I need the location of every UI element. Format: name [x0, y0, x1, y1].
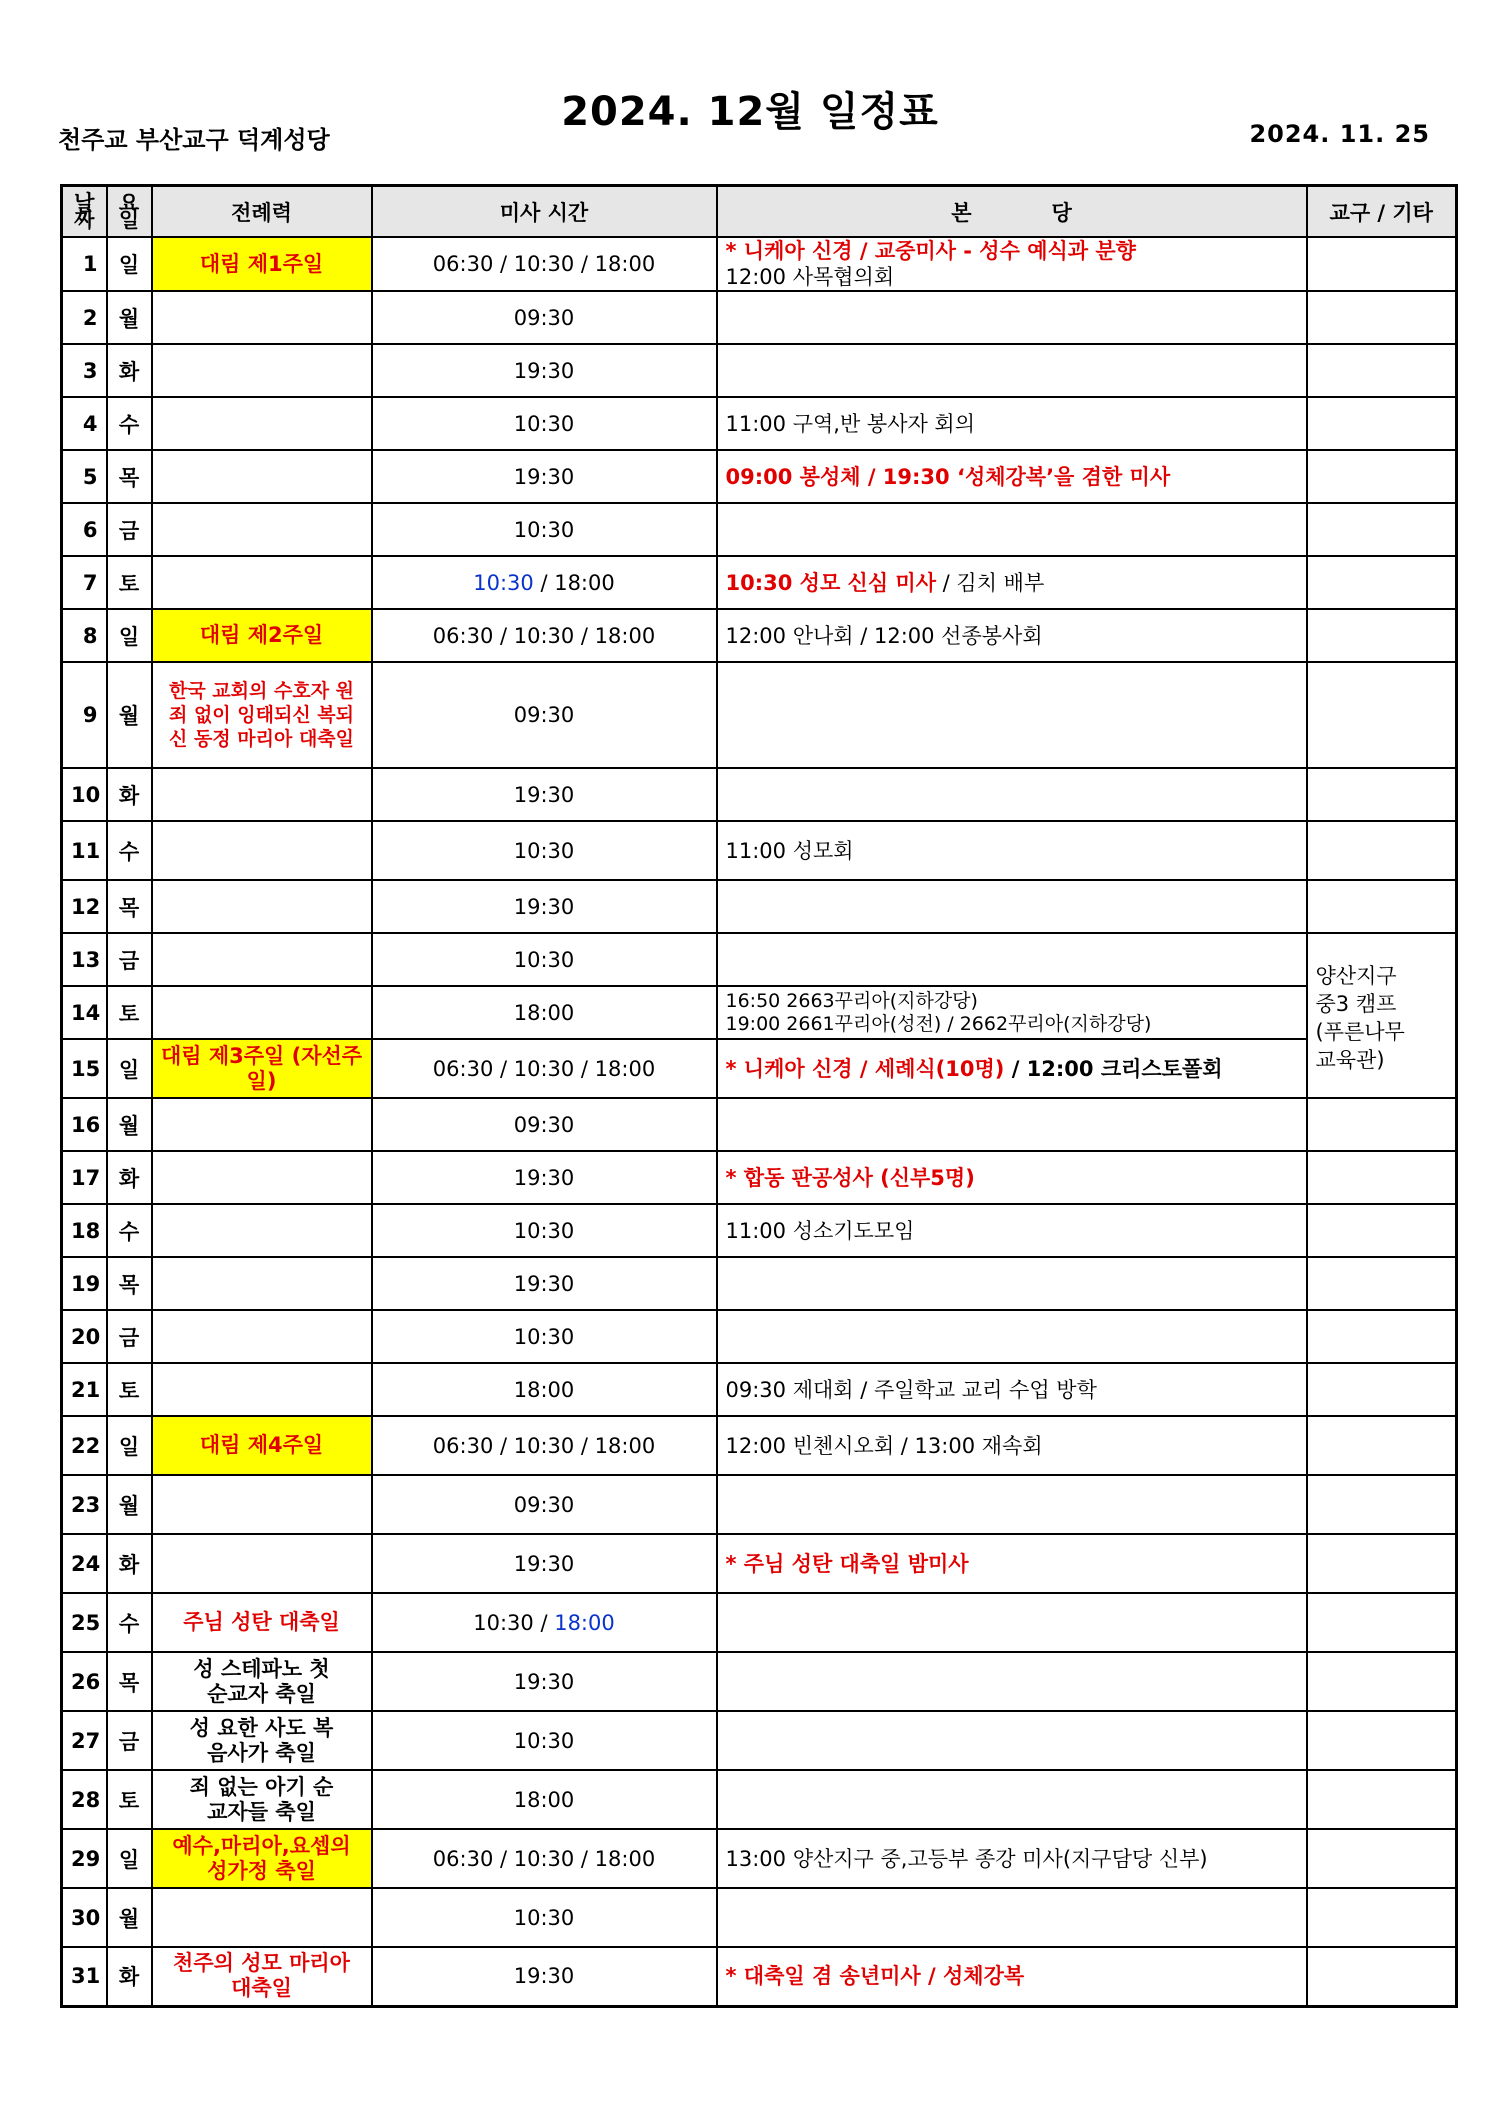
col-date: 날짜 — [62, 186, 107, 238]
date-cell: 12 — [62, 880, 107, 933]
date-cell: 8 — [62, 609, 107, 662]
liturgy-cell — [152, 1363, 372, 1416]
liturgy-cell — [152, 397, 372, 450]
main-cell — [717, 1593, 1307, 1652]
main-cell — [717, 609, 1307, 662]
main-cell — [717, 821, 1307, 880]
other-cell — [1307, 1363, 1457, 1416]
other-cell — [1307, 1829, 1457, 1888]
weekday-cell: 월 — [107, 1475, 152, 1534]
weekday-cell: 일 — [107, 1039, 152, 1098]
main-cell — [717, 503, 1307, 556]
date-cell: 19 — [62, 1257, 107, 1310]
date-cell: 16 — [62, 1098, 107, 1151]
weekday-cell: 토 — [107, 1770, 152, 1829]
mass-time-cell: 06:30 / 10:30 / 18:00 — [372, 1829, 717, 1888]
table-row — [62, 1310, 1457, 1363]
table-row — [62, 1534, 1457, 1593]
other-cell — [1307, 1534, 1457, 1593]
weekday-cell: 금 — [107, 503, 152, 556]
other-cell — [1307, 1652, 1457, 1711]
main-line: 12:00 빈첸시오회 / 13:00 재속회 — [725, 1433, 1043, 1458]
mass-time-rest: 10:30 / — [473, 1610, 555, 1635]
main-line: 19:00 2661꾸리아(성전) / 2662꾸리아(지하강당) — [725, 1012, 1152, 1035]
mass-time-cell: 18:00 — [372, 1770, 717, 1829]
other-cell — [1307, 344, 1457, 397]
liturgy-cell — [152, 1888, 372, 1947]
table-row — [62, 1475, 1457, 1534]
weekday-cell: 화 — [107, 1534, 152, 1593]
table-row — [62, 768, 1457, 821]
liturgy-cell — [152, 880, 372, 933]
date-cell: 28 — [62, 1770, 107, 1829]
main-cell — [717, 768, 1307, 821]
main-line: 11:00 성모회 — [725, 838, 854, 863]
mass-time-cell: 10:30 — [372, 1888, 717, 1947]
liturgy-cell — [152, 1098, 372, 1151]
date-cell: 9 — [62, 662, 107, 768]
table-row — [62, 1151, 1457, 1204]
date-cell: 31 — [62, 1947, 107, 2006]
main-cell — [717, 1534, 1307, 1593]
main-line: 11:00 구역,반 봉사자 회의 — [725, 411, 976, 436]
main-line: 12:00 안나회 / 12:00 선종봉사회 — [725, 623, 1043, 648]
col-main-prefix: 본 — [951, 200, 972, 225]
liturgy-cell — [152, 986, 372, 1039]
mass-time-cell: 19:30 — [372, 1151, 717, 1204]
table-row — [62, 291, 1457, 344]
other-cell — [1307, 1947, 1457, 2006]
main-cell — [717, 1098, 1307, 1151]
date-cell: 27 — [62, 1711, 107, 1770]
main-cell — [717, 1204, 1307, 1257]
weekday-cell: 월 — [107, 1098, 152, 1151]
weekday-cell: 금 — [107, 933, 152, 986]
weekday-cell: 일 — [107, 1829, 152, 1888]
col-main — [717, 186, 1307, 238]
table-row — [62, 1039, 1457, 1098]
main-cell — [717, 1652, 1307, 1711]
date-cell: 7 — [62, 556, 107, 609]
date-cell: 1 — [62, 237, 107, 291]
main-cell — [717, 880, 1307, 933]
table-row — [62, 556, 1457, 609]
date-cell: 20 — [62, 1310, 107, 1363]
other-cell — [1307, 880, 1457, 933]
date-cell: 23 — [62, 1475, 107, 1534]
other-cell — [1307, 450, 1457, 503]
main-cell — [717, 1711, 1307, 1770]
weekday-cell: 일 — [107, 237, 152, 291]
issue-date: 2024. 11. 25 — [1249, 120, 1430, 148]
main-cell — [717, 1151, 1307, 1204]
mass-time-cell: 10:30 — [372, 821, 717, 880]
other-note-line: (푸른나무 — [1315, 1020, 1405, 1044]
weekday-cell: 수 — [107, 1204, 152, 1257]
table-row — [62, 1770, 1457, 1829]
weekday-cell: 화 — [107, 768, 152, 821]
other-cell — [1307, 1151, 1457, 1204]
main-line: * 합동 판공성사 (신부5명) — [725, 1165, 975, 1190]
other-cell — [1307, 1711, 1457, 1770]
mass-time-cell: 10:30 — [372, 933, 717, 986]
liturgy-cell: 대림 제1주일 — [152, 237, 372, 291]
date-cell: 26 — [62, 1652, 107, 1711]
liturgy-cell: 대림 제4주일 — [152, 1416, 372, 1475]
main-line: 11:00 성소기도모임 — [725, 1218, 915, 1243]
date-cell: 21 — [62, 1363, 107, 1416]
liturgy-cell — [152, 1475, 372, 1534]
main-line: 09:30 제대회 / 주일학교 교리 수업 방학 — [725, 1377, 1097, 1402]
date-cell: 11 — [62, 821, 107, 880]
liturgy-cell: 대림 제2주일 — [152, 609, 372, 662]
mass-time-cell: 19:30 — [372, 450, 717, 503]
mass-time-cell: 10:30 — [372, 1711, 717, 1770]
liturgy-cell: 성 스테파노 첫 순교자 축일 — [152, 1652, 372, 1711]
main-cell — [717, 1888, 1307, 1947]
liturgy-cell — [152, 1204, 372, 1257]
table-row — [62, 986, 1457, 1039]
other-cell — [1307, 1593, 1457, 1652]
other-note-cell — [1307, 933, 1457, 1098]
weekday-cell: 화 — [107, 1947, 152, 2006]
table-row — [62, 344, 1457, 397]
mass-time-cell: 19:30 — [372, 880, 717, 933]
liturgy-cell: 천주의 성모 마리아 대축일 — [152, 1947, 372, 2006]
date-cell: 4 — [62, 397, 107, 450]
col-main-suffix: 당 — [1051, 200, 1072, 225]
table-row — [62, 1829, 1457, 1888]
table-row — [62, 1947, 1457, 2006]
table-row — [62, 1416, 1457, 1475]
liturgy-cell: 성 요한 사도 복음사가 축일 — [152, 1711, 372, 1770]
main-cell — [717, 1363, 1307, 1416]
mass-time-cell: 09:30 — [372, 1475, 717, 1534]
table-row — [62, 1363, 1457, 1416]
mass-time-cell: 18:00 — [372, 1363, 717, 1416]
col-mass: 미사 시간 — [372, 186, 717, 238]
mass-time-cell: 10:30 — [372, 503, 717, 556]
main-cell — [717, 933, 1307, 986]
weekday-cell: 수 — [107, 397, 152, 450]
other-cell — [1307, 1204, 1457, 1257]
weekday-cell: 토 — [107, 556, 152, 609]
liturgy-cell: 대림 제3주일 (자선주일) — [152, 1039, 372, 1098]
date-cell: 15 — [62, 1039, 107, 1098]
main-cell — [717, 344, 1307, 397]
date-cell: 6 — [62, 503, 107, 556]
mass-time-cell: 06:30 / 10:30 / 18:00 — [372, 1416, 717, 1475]
other-cell — [1307, 1416, 1457, 1475]
weekday-cell: 일 — [107, 609, 152, 662]
main-line: * 니케아 신경 / 교중미사 - 성수 예식과 분향 — [725, 239, 1136, 263]
weekday-cell: 일 — [107, 1416, 152, 1475]
main-cell — [717, 1416, 1307, 1475]
other-cell — [1307, 503, 1457, 556]
mass-time-cell: 19:30 — [372, 768, 717, 821]
mass-time-cell: 18:00 — [372, 986, 717, 1039]
other-cell — [1307, 821, 1457, 880]
table-row — [62, 1711, 1457, 1770]
liturgy-cell: 죄 없는 아기 순교자들 축일 — [152, 1770, 372, 1829]
table-row — [62, 933, 1457, 986]
main-cell — [717, 986, 1307, 1039]
main-cell — [717, 450, 1307, 503]
date-cell: 17 — [62, 1151, 107, 1204]
date-cell: 3 — [62, 344, 107, 397]
other-note-line: 교육관) — [1315, 1048, 1385, 1072]
date-cell: 2 — [62, 291, 107, 344]
liturgy-cell: 예수,마리아,요셉의 성가정 축일 — [152, 1829, 372, 1888]
liturgy-cell — [152, 291, 372, 344]
main-line: / 12:00 크리스토폴회 — [1004, 1056, 1223, 1081]
mass-time-cell: 10:30 — [372, 1204, 717, 1257]
main-cell — [717, 1310, 1307, 1363]
weekday-cell: 화 — [107, 344, 152, 397]
date-cell: 24 — [62, 1534, 107, 1593]
table-row — [62, 1204, 1457, 1257]
weekday-cell: 수 — [107, 1593, 152, 1652]
main-cell — [717, 1947, 1307, 2006]
mass-time-cell: 10:30 — [372, 1310, 717, 1363]
liturgy-cell — [152, 1151, 372, 1204]
other-cell — [1307, 237, 1457, 291]
date-cell: 10 — [62, 768, 107, 821]
date-cell: 18 — [62, 1204, 107, 1257]
mass-time-cell: 19:30 — [372, 1652, 717, 1711]
table-row — [62, 1652, 1457, 1711]
weekday-cell: 월 — [107, 291, 152, 344]
mass-time-rest: / 18:00 — [533, 570, 615, 595]
table-row — [62, 1888, 1457, 1947]
other-cell — [1307, 1888, 1457, 1947]
other-cell — [1307, 291, 1457, 344]
other-cell — [1307, 1770, 1457, 1829]
weekday-cell: 토 — [107, 986, 152, 1039]
main-line: * 니케아 신경 / 세례식(10명) — [725, 1056, 1005, 1081]
main-cell — [717, 1039, 1307, 1098]
table-row — [62, 662, 1457, 768]
mass-time-cell — [372, 1593, 717, 1652]
date-cell: 29 — [62, 1829, 107, 1888]
weekday-cell: 수 — [107, 821, 152, 880]
liturgy-cell: 주님 성탄 대축일 — [152, 1593, 372, 1652]
weekday-cell: 목 — [107, 450, 152, 503]
other-cell — [1307, 1475, 1457, 1534]
main-line: 16:50 2663꾸리아(지하강당) — [725, 989, 978, 1012]
other-cell — [1307, 1310, 1457, 1363]
table-row — [62, 450, 1457, 503]
liturgy-cell — [152, 1534, 372, 1593]
other-cell — [1307, 1257, 1457, 1310]
table-row — [62, 1593, 1457, 1652]
other-cell — [1307, 609, 1457, 662]
mass-time-cell: 09:30 — [372, 291, 717, 344]
mass-time-cell: 19:30 — [372, 1257, 717, 1310]
mass-time-cell: 19:30 — [372, 1534, 717, 1593]
table-row — [62, 397, 1457, 450]
main-cell — [717, 556, 1307, 609]
mass-time-cell: 19:30 — [372, 344, 717, 397]
weekday-cell: 금 — [107, 1711, 152, 1770]
table-row — [62, 880, 1457, 933]
header-row — [62, 186, 1457, 238]
table-row — [62, 503, 1457, 556]
liturgy-cell — [152, 1257, 372, 1310]
date-cell: 14 — [62, 986, 107, 1039]
liturgy-cell — [152, 344, 372, 397]
other-cell — [1307, 768, 1457, 821]
main-line: 12:00 사목협의회 — [725, 265, 895, 289]
other-cell — [1307, 662, 1457, 768]
mass-time-cell: 06:30 / 10:30 / 18:00 — [372, 1039, 717, 1098]
other-note-line: 중3 캠프 — [1315, 992, 1397, 1016]
main-cell — [717, 1829, 1307, 1888]
main-cell — [717, 237, 1307, 291]
liturgy-cell — [152, 1310, 372, 1363]
table-row — [62, 609, 1457, 662]
liturgy-cell — [152, 933, 372, 986]
page-title: 2024. 12월 일정표 — [561, 89, 939, 135]
main-line: 09:00 봉성체 / 19:30 ‘성체강복’을 겸한 미사 — [725, 464, 1171, 489]
liturgy-cell — [152, 556, 372, 609]
liturgy-cell — [152, 821, 372, 880]
main-cell — [717, 662, 1307, 768]
date-cell: 5 — [62, 450, 107, 503]
liturgy-cell — [152, 768, 372, 821]
table-row — [62, 237, 1457, 291]
col-liturgy: 전례력 — [152, 186, 372, 238]
main-cell — [717, 1257, 1307, 1310]
weekday-cell: 목 — [107, 1257, 152, 1310]
main-cell — [717, 397, 1307, 450]
col-other: 교구 / 기타 — [1307, 186, 1457, 238]
mass-time-cell: 09:30 — [372, 662, 717, 768]
date-cell: 22 — [62, 1416, 107, 1475]
weekday-cell: 토 — [107, 1363, 152, 1416]
mass-time-cell: 09:30 — [372, 1098, 717, 1151]
mass-time-cell: 06:30 / 10:30 / 18:00 — [372, 609, 717, 662]
liturgy-cell: 한국 교회의 수호자 원죄 없이 잉태되신 복되신 동정 마리아 대축일 — [152, 662, 372, 768]
schedule-table — [60, 184, 1458, 2008]
liturgy-cell — [152, 503, 372, 556]
main-cell — [717, 291, 1307, 344]
main-line: * 주님 성탄 대축일 밤미사 — [725, 1551, 969, 1576]
date-cell: 25 — [62, 1593, 107, 1652]
other-cell — [1307, 556, 1457, 609]
mass-time-cell — [372, 556, 717, 609]
weekday-cell: 월 — [107, 1888, 152, 1947]
weekday-cell: 목 — [107, 1652, 152, 1711]
main-cell — [717, 1475, 1307, 1534]
other-cell — [1307, 397, 1457, 450]
mass-time-cell: 19:30 — [372, 1947, 717, 2006]
table-row — [62, 1098, 1457, 1151]
date-cell: 30 — [62, 1888, 107, 1947]
main-line: 13:00 양산지구 중,고등부 종강 미사(지구담당 신부) — [725, 1846, 1208, 1871]
table-row — [62, 1257, 1457, 1310]
other-cell — [1307, 1098, 1457, 1151]
mass-time-highlight: 18:00 — [554, 1610, 615, 1635]
liturgy-cell — [152, 450, 372, 503]
main-line: / 김치 배부 — [936, 570, 1045, 595]
main-line: * 대축일 겸 송년미사 / 성체강복 — [725, 1964, 1025, 1989]
main-cell — [717, 1770, 1307, 1829]
weekday-cell: 월 — [107, 662, 152, 768]
mass-time-cell: 06:30 / 10:30 / 18:00 — [372, 237, 717, 291]
weekday-cell: 목 — [107, 880, 152, 933]
other-note-line: 양산지구 — [1315, 964, 1397, 988]
main-line: 10:30 성모 신심 미사 — [725, 570, 936, 595]
mass-time-highlight: 10:30 — [473, 570, 534, 595]
table-row — [62, 821, 1457, 880]
parish-name: 천주교 부산교구 덕계성당 — [58, 126, 330, 154]
mass-time-cell: 10:30 — [372, 397, 717, 450]
weekday-cell: 금 — [107, 1310, 152, 1363]
col-weekday: 요일 — [107, 186, 152, 238]
weekday-cell: 화 — [107, 1151, 152, 1204]
date-cell: 13 — [62, 933, 107, 986]
